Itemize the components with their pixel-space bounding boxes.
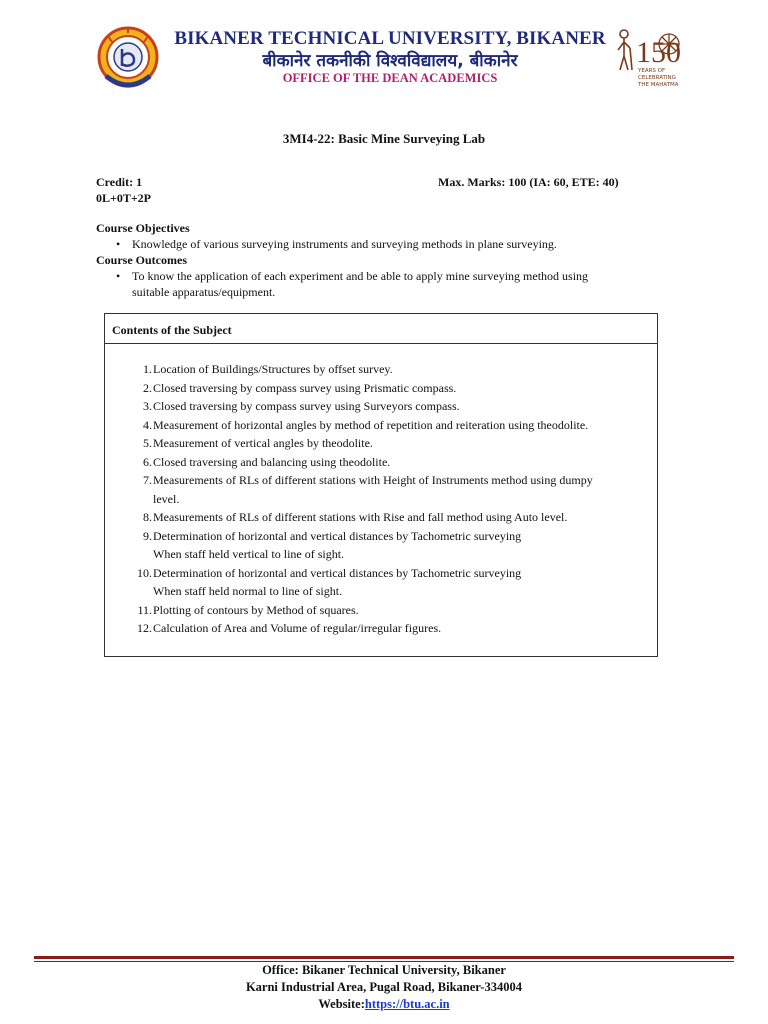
contents-item-number: 11.	[137, 602, 152, 617]
contents-item-number: 9.	[143, 528, 152, 543]
objective-text: Knowledge of various surveying instruments and surveying methods in plane surveying.	[132, 237, 557, 251]
bullet-icon: •	[116, 269, 121, 283]
contents-item-text: Plotting of contours by Method of squares.	[153, 602, 359, 617]
university-name-hindi: बीकानेर तकनीकी विश्वविद्यालय, बीकानेर	[262, 51, 518, 71]
contents-item-text: Calculation of Area and Volume of regular/irregular figures.	[153, 621, 442, 635]
contents-item	[105, 564, 657, 601]
contents-item-number: 12.	[137, 621, 152, 635]
contents-item	[105, 619, 657, 638]
contents-item-text: Closed traversing and balancing using theodolite.	[153, 454, 391, 469]
outcome-text-line-1: To know the application of each experiment and be able to apply mine surveying method using	[132, 269, 589, 283]
contents-item-text-continued: When staff held normal to line of sight.	[153, 584, 343, 598]
university-logo-icon	[96, 24, 160, 94]
contents-item-text: Measurement of vertical angles by theodolite.	[153, 436, 373, 450]
contents-heading: Contents of the Subject	[112, 323, 232, 337]
footer-rule-thin	[34, 961, 734, 962]
contents-item-number: 8.	[143, 510, 152, 524]
contents-item-text: Measurements of RLs of different stations with Height of Instruments method using dumpy	[153, 473, 593, 487]
contents-item	[105, 471, 657, 508]
objectives-heading: Course Objectives	[96, 221, 190, 235]
footer-website-link[interactable]: https://btu.ac.in	[364, 997, 450, 1011]
contents-item	[105, 601, 657, 620]
contents-item-text-continued: level.	[153, 491, 180, 506]
contents-item-text: Closed traversing by compass survey using Surveyors compass.	[153, 399, 460, 413]
contents-item-number: 3.	[143, 399, 152, 413]
contents-item-text: Measurement of horizontal angles by method of repetition and reiteration using theodolite.	[153, 417, 589, 432]
course-max-marks: Max. Marks: 100 (IA: 60, ETE: 40)	[438, 175, 619, 189]
contents-item	[105, 453, 657, 472]
anniversary-label-3: THE MAHATMA	[638, 82, 679, 88]
contents-item-text: Location of Buildings/Structures by offset survey.	[153, 362, 393, 376]
contents-item	[105, 360, 657, 379]
contents-item	[105, 397, 657, 416]
contents-item-text: Measurements of RLs of different stations with Rise and fall method using Auto level.	[153, 510, 568, 524]
footer-website-label: Website:	[318, 997, 365, 1011]
contents-item-number: 1.	[143, 362, 152, 376]
footer-website	[0, 997, 768, 1012]
footer-office: Office: Bikaner Technical University, Bikaner	[262, 963, 506, 977]
contents-item-number: 4.	[143, 417, 152, 432]
contents-table	[104, 313, 658, 657]
contents-item	[105, 379, 657, 398]
contents-item-text: Determination of horizontal and vertical distances by Tachometric surveying	[153, 528, 522, 543]
office-name: OFFICE OF THE DEAN ACADEMICS	[282, 71, 498, 85]
contents-item-number: 10.	[137, 565, 152, 580]
outcomes-heading: Course Outcomes	[96, 253, 187, 267]
course-ltp: 0L+0T+2P	[96, 191, 152, 205]
contents-item	[105, 434, 657, 453]
course-title: 3MI4-22: Basic Mine Surveying Lab	[282, 131, 486, 146]
contents-item-number: 5.	[143, 436, 152, 450]
contents-item-number: 7.	[143, 473, 152, 487]
contents-header-row	[105, 314, 657, 344]
bullet-icon: •	[116, 237, 121, 251]
contents-item-text: Determination of horizontal and vertical distances by Tachometric surveying	[153, 565, 522, 580]
university-name: BIKANER TECHNICAL UNIVERSITY, BIKANER	[174, 28, 606, 49]
contents-item	[105, 508, 657, 527]
footer-rule-thick	[34, 956, 734, 959]
footer-address: Karni Industrial Area, Pugal Road, Bikaner-334004	[245, 980, 523, 994]
course-credit: Credit: 1	[96, 175, 143, 189]
contents-item	[105, 527, 657, 564]
anniversary-label-2: CELEBRATING	[638, 75, 676, 81]
contents-list	[105, 360, 657, 638]
anniversary-label-1: YEARS OF	[638, 68, 666, 74]
contents-item-number: 6.	[143, 454, 152, 469]
contents-item-number: 2.	[143, 380, 152, 395]
contents-item-text-continued: When staff held vertical to line of sight.	[153, 547, 345, 561]
outcome-text-line-2: suitable apparatus/equipment.	[132, 285, 276, 299]
anniversary-digits: 150	[636, 36, 681, 69]
contents-item	[105, 416, 657, 435]
gandhi-150-emblem-icon	[612, 26, 682, 92]
contents-item-text: Closed traversing by compass survey using Prismatic compass.	[153, 380, 457, 395]
